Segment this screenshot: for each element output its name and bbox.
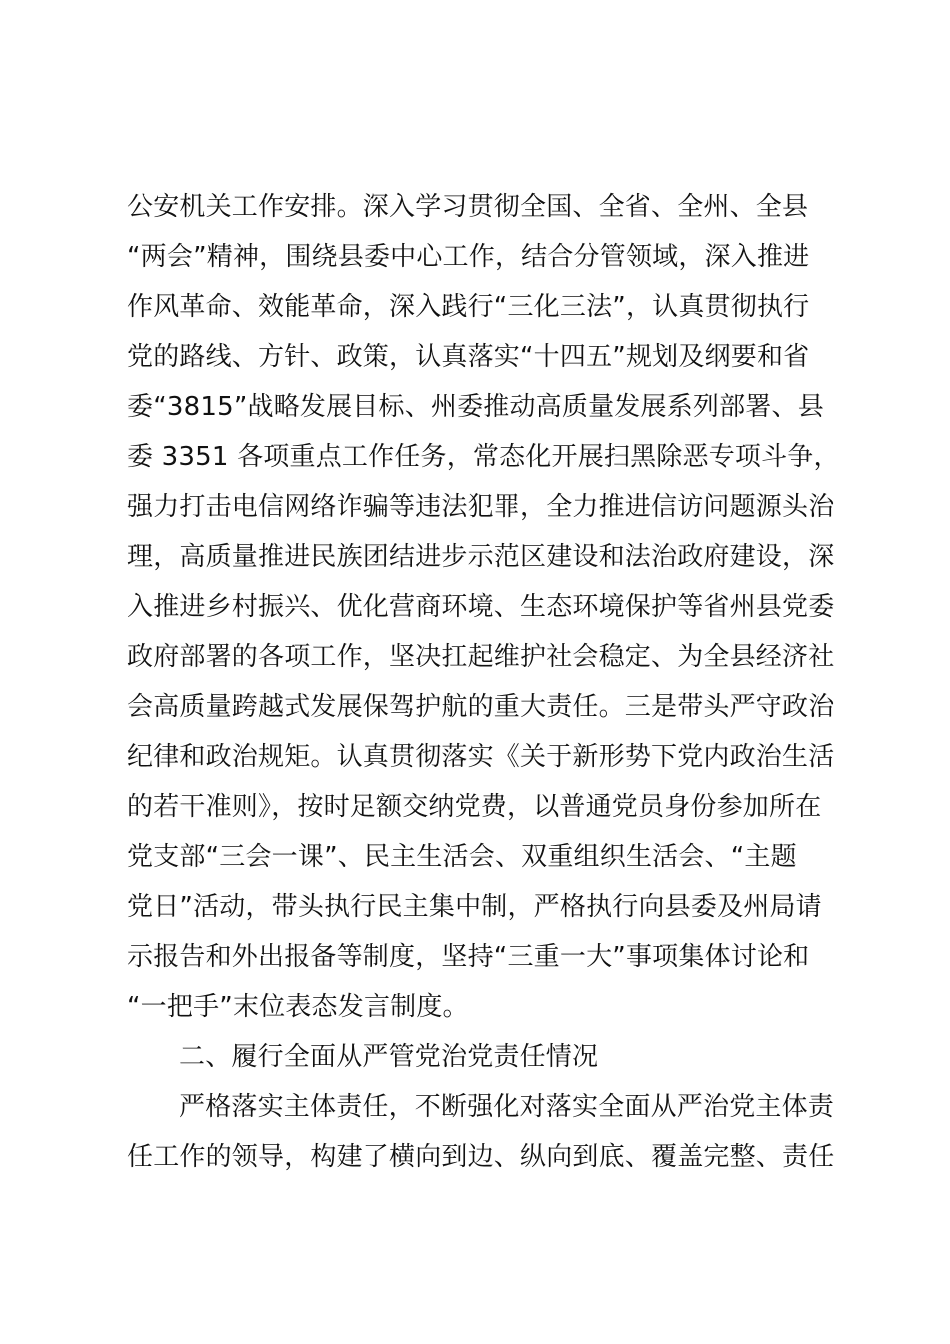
paragraph-section-two: [127, 1082, 847, 1182]
text-line: 公安机关工作安排。深入学习贯彻全国、全省、全州、全县: [127, 192, 809, 222]
text-line: 任工作的领导，构建了横向到边、纵向到底、覆盖完整、责任: [127, 1142, 835, 1172]
document-body: [127, 182, 847, 1182]
text-line: 入推进乡村振兴、优化营商环境、生态环境保护等省州县党委: [127, 592, 835, 622]
section-heading: 二、履行全面从严管党治党责任情况: [179, 1042, 599, 1072]
text-line: 强力打击电信网络诈骗等违法犯罪，全力推进信访问题源头治: [127, 492, 835, 522]
text-line: 理，高质量推进民族团结进步示范区建设和法治政府建设，深: [127, 542, 835, 572]
text-line: “一把手”末位表态发言制度。: [127, 992, 469, 1022]
text-line: 政府部署的各项工作，坚决扛起维护社会稳定、为全县经济社: [127, 642, 835, 672]
text-line: 纪律和政治规矩。认真贯彻落实《关于新形势下党内政治生活: [127, 742, 835, 772]
text-line: 委“3815”战略发展目标、州委推动高质量发展系列部署、县: [127, 392, 824, 422]
text-line: 的若干准则》，按时足额交纳党费，以普通党员身份参加所在: [127, 792, 822, 822]
text-line: “两会”精神，围绕县委中心工作，结合分管领域，深入推进: [127, 242, 810, 272]
text-line: 党日”活动，带头执行民主集中制，严格执行向县委及州局请: [127, 892, 822, 922]
text-line: 示报告和外出报备等制度，坚持“三重一大”事项集体讨论和: [127, 942, 810, 972]
text-line: 会高质量跨越式发展保驾护航的重大责任。三是带头严守政治: [127, 692, 835, 722]
text-line: 委 3351 各项重点工作任务，常态化开展扫黑除恶专项斗争，: [127, 442, 840, 472]
text-line: 作风革命、效能革命，深入践行“三化三法”，认真贯彻执行: [127, 292, 810, 322]
text-line: 党的路线、方针、政策，认真落实“十四五”规划及纲要和省: [127, 342, 810, 372]
text-line: 党支部“三会一课”、民主生活会、双重组织生活会、“主题: [127, 842, 797, 872]
paragraph-continuation: [127, 182, 847, 1032]
text-line: 严格落实主体责任，不断强化对落实全面从严治党主体责: [179, 1092, 835, 1122]
